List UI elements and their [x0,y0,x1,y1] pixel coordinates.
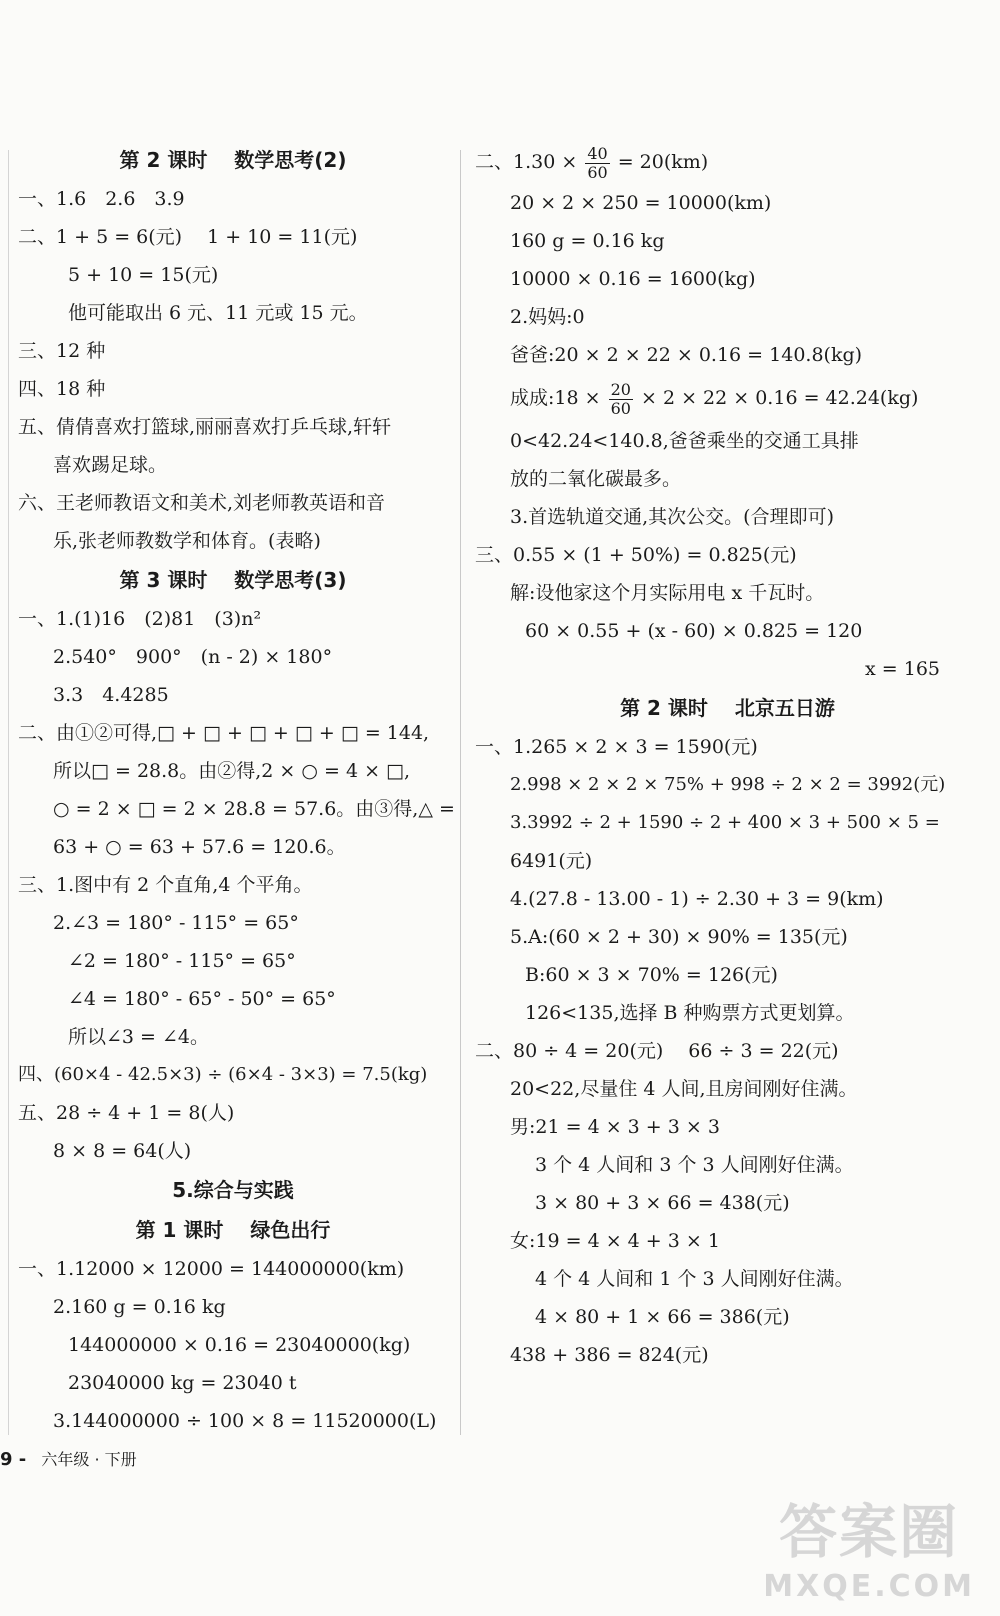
answer-line: 四、18 种 [18,378,106,400]
fraction [609,381,633,418]
page-number: 9 - [0,1449,27,1470]
answer-line: ∠2 = 180° - 115° = 65° [68,950,296,972]
answer-line: 4 × 80 + 1 × 66 = 386(元) [535,1306,790,1328]
answer-line: 8 × 8 = 64(人) [53,1140,192,1162]
answer-line: 3.144000000 ÷ 100 × 8 = 11520000(L) [53,1410,437,1432]
answer-line: 三、12 种 [18,340,106,362]
answer-line: 一、1.(1)16 (2)81 (3)n² [18,608,262,630]
answer-line: 一、1.12000 × 12000 = 144000000(km) [18,1258,405,1280]
answer-line: B:60 × 3 × 70% = 126(元) [525,964,778,986]
answer-line: 喜欢踢足球。 [53,454,168,476]
lesson-heading: 第 3 课时 数学思考(3) [119,568,347,592]
answer-line: 60 × 0.55 + (x - 60) × 0.825 = 120 [525,620,863,642]
fraction [585,145,609,182]
watermark-url: MXQE.COM [763,1569,975,1604]
answer-line: 一、1.265 × 2 × 3 = 1590(元) [475,736,758,758]
answer-line: 五、28 ÷ 4 + 1 = 8(人) [18,1102,235,1124]
left-column [18,140,455,1440]
answer-line: 乐,张老师教数学和体育。(表略) [53,530,321,552]
answer-line: 438 + 386 = 824(元) [510,1344,709,1366]
answer-line: 3 个 4 人间和 3 个 3 人间刚好住满。 [535,1154,854,1176]
fraction-denominator: 60 [610,398,631,418]
answer-line: 爸爸:20 × 2 × 22 × 0.16 = 140.8(kg) [510,344,863,366]
answer-line: 所以∠3 = ∠4。 [68,1026,210,1048]
watermark-text: 答案圈 [779,1498,960,1566]
unit-heading: 5.综合与实践 [172,1178,294,1202]
line-suffix: = 20(km) [617,151,709,173]
answer-line: 126<135,选择 B 种购票方式更划算。 [525,1002,855,1024]
fraction-denominator: 60 [587,162,608,182]
answer-line-fraction [475,140,980,184]
answer-line: 6491(元) [510,850,593,872]
page-footer [0,1447,137,1470]
column-divider [460,150,461,1435]
answer-line: 5 + 10 = 15(元) [68,264,219,286]
answer-line: x = 165 [865,658,940,680]
answer-line: 二、由①②可得,□ + □ + □ + □ + □ = 144, [18,722,430,744]
answer-line: 六、王老师教语文和美术,刘老师教英语和音 [18,492,386,514]
answer-line: 5.A:(60 × 2 + 30) × 90% = 135(元) [510,926,848,948]
answer-line: 三、0.55 × (1 + 50%) = 0.825(元) [475,544,797,566]
answer-line: 2.540° 900° (n - 2) × 180° [53,646,333,668]
fraction-numerator: 20 [610,379,631,399]
answer-line: 三、1.图中有 2 个直角,4 个平角。 [18,874,313,896]
answer-line-fraction [475,374,980,422]
answer-line: 2.妈妈:0 [510,306,585,328]
answer-line: 3.首选轨道交通,其次公交。(合理即可) [510,506,834,528]
answer-line: 3 × 80 + 3 × 66 = 438(元) [535,1192,790,1214]
answer-line: 女:19 = 4 × 4 + 3 × 1 [510,1230,720,1252]
answer-line: 一、1.6 2.6 3.9 [18,188,185,210]
answer-line: 他可能取出 6 元、11 元或 15 元。 [68,302,368,324]
grade-label: 六年级 · 下册 [41,1450,137,1469]
line-prefix: 二、1.30 × [475,151,578,173]
line-suffix: × 2 × 22 × 0.16 = 42.24(kg) [641,387,919,409]
answer-line: 4.(27.8 - 13.00 - 1) ÷ 2.30 + 3 = 9(km) [510,888,884,910]
answer-line: ○ = 2 × □ = 2 × 28.8 = 57.6。由③得,△ = [53,798,455,820]
left-margin-rule [8,150,9,1435]
answer-line: 放的二氧化碳最多。 [510,468,682,490]
answer-line: 63 + ○ = 63 + 57.6 = 120.6。 [53,836,346,858]
fraction-numerator: 40 [587,143,608,163]
line-prefix: 成成:18 × [510,387,601,409]
lesson-heading: 第 2 课时 数学思考(2) [119,148,347,172]
lesson-heading: 第 2 课时 北京五日游 [620,696,835,720]
answer-line: 144000000 × 0.16 = 23040000(kg) [68,1334,411,1356]
answer-line: 解:设他家这个月实际用电 x 千瓦时。 [510,582,825,604]
answer-line: 男:21 = 4 × 3 + 3 × 3 [510,1116,720,1138]
answer-line: 四、(60×4 - 42.5×3) ÷ (6×4 - 3×3) = 7.5(kg) [18,1064,428,1085]
answer-line: ∠4 = 180° - 65° - 50° = 65° [68,988,336,1010]
right-column [475,140,980,1374]
answer-line: 所以□ = 28.8。由②得,2 × ○ = 4 × □, [53,760,411,782]
answer-line: 0<42.24<140.8,爸爸乘坐的交通工具排 [510,430,859,452]
answer-line: 2.160 g = 0.16 kg [53,1296,226,1318]
answer-line: 160 g = 0.16 kg [510,230,665,252]
answer-line: 20<22,尽量住 4 人间,且房间刚好住满。 [510,1078,858,1100]
answer-line: 23040000 kg = 23040 t [68,1372,297,1394]
lesson-heading: 第 1 课时 绿色出行 [135,1218,331,1242]
answer-line: 3.3 4.4285 [53,684,169,706]
answer-line: 2.998 × 2 × 2 × 75% + 998 ÷ 2 × 2 = 3992(元) [510,774,946,795]
answer-line: 五、倩倩喜欢打篮球,丽丽喜欢打乒乓球,轩轩 [18,416,392,438]
answer-line: 2.∠3 = 180° - 115° = 65° [53,912,299,934]
answer-line: 20 × 2 × 250 = 10000(km) [510,192,772,214]
answer-line: 二、1 + 5 = 6(元) 1 + 10 = 11(元) [18,226,358,248]
answer-line: 3.3992 ÷ 2 + 1590 ÷ 2 + 400 × 3 + 500 × 5 = [510,812,940,833]
answer-line: 二、80 ÷ 4 = 20(元) 66 ÷ 3 = 22(元) [475,1040,839,1062]
watermark-logo [763,1485,975,1604]
answer-line: 10000 × 0.16 = 1600(kg) [510,268,756,290]
answer-line: 4 个 4 人间和 1 个 3 人间刚好住满。 [535,1268,854,1290]
